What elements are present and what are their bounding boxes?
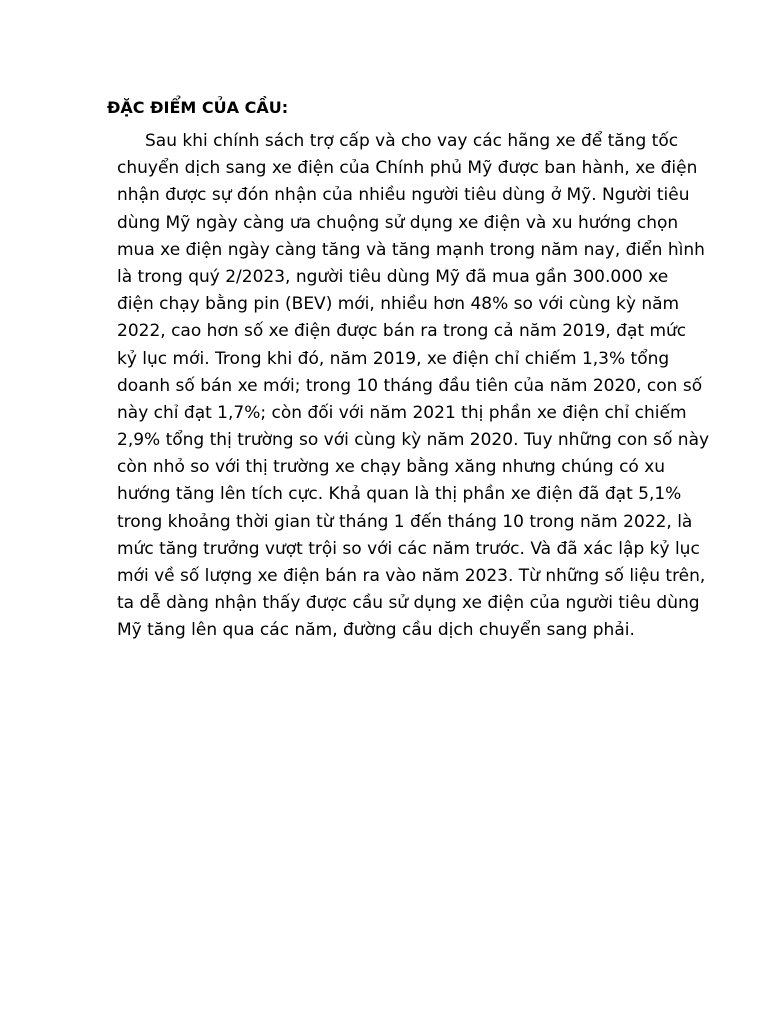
paragraph-line: điện chạy bằng pin (BEV) mới, nhiều hơn 48% so với cùng kỳ năm: [117, 294, 680, 315]
paragraph-line: là trong quý 2/2023, người tiêu dùng Mỹ đã mua gần 300.000 xe: [117, 266, 669, 287]
paragraph-line: doanh số bán xe mới; trong 10 tháng đầu tiên của năm 2020, con số: [117, 375, 703, 396]
paragraph-line: ta dễ dàng nhận thấy được cầu sử dụng xe điện của người tiêu dùng: [117, 593, 700, 614]
paragraph-line: Sau khi chính sách trợ cấp và cho vay các hãng xe để tăng tốc: [145, 131, 679, 151]
paragraph-line: còn nhỏ so với thị trường xe chạy bằng xăng nhưng chúng có xu: [117, 457, 666, 478]
section-heading: ĐẶC ĐIỂM CỦA CẦU:: [107, 98, 289, 117]
paragraph-line: chuyển dịch sang xe điện của Chính phủ Mỹ được ban hành, xe điện: [117, 158, 698, 179]
paragraph-line: Mỹ tăng lên qua các năm, đường cầu dịch chuyển sang phải.: [117, 620, 635, 641]
paragraph-line: nhận được sự đón nhận của nhiều người tiêu dùng ở Mỹ. Người tiêu: [117, 185, 690, 206]
paragraph-line: 2022, cao hơn số xe điện được bán ra trong cả năm 2019, đạt mức: [117, 321, 687, 342]
paragraph-line: trong khoảng thời gian từ tháng 1 đến tháng 10 trong năm 2022, là: [117, 511, 693, 532]
paragraph-line: kỷ lục mới. Trong khi đó, năm 2019, xe điện chỉ chiếm 1,3% tổng: [117, 348, 670, 369]
paragraph-line: 2,9% tổng thị trường so với cùng kỳ năm 2020. Tuy những con số này: [117, 430, 710, 451]
paragraph-line: mua xe điện ngày càng tăng và tăng mạnh trong năm nay, điển hình: [117, 239, 705, 260]
paragraph-line: này chỉ đạt 1,7%; còn đối với năm 2021 thị phần xe điện chỉ chiếm: [117, 402, 687, 423]
paragraph-line: mức tăng trưởng vượt trội so với các năm trước. Và đã xác lập kỷ lục: [117, 538, 700, 559]
paragraph-line: mới về số lượng xe điện bán ra vào năm 2023. Từ những số liệu trên,: [117, 566, 706, 586]
paragraph-line: dùng Mỹ ngày càng ưa chuộng sử dụng xe điện và xu hướng chọn: [117, 212, 679, 233]
body-paragraph: [117, 128, 710, 645]
paragraph-line: hướng tăng lên tích cực. Khả quan là thị phần xe điện đã đạt 5,1%: [117, 484, 682, 505]
